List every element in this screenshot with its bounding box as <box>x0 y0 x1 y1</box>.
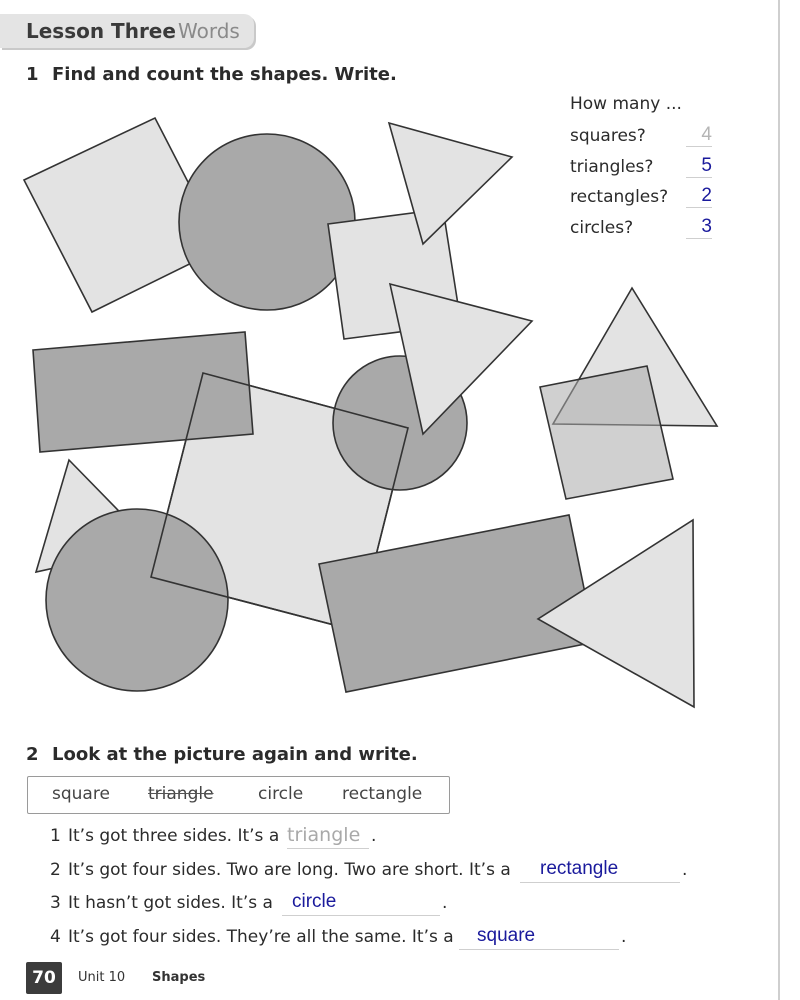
word-bank-circle: circle <box>258 784 304 804</box>
sentence-2 <box>50 860 511 880</box>
count-label-squares: squares? <box>570 126 646 146</box>
sentence-3-text: It hasn’t got sides. It’s a <box>68 893 273 913</box>
count-answer-rectangles[interactable]: 2 <box>686 185 712 208</box>
exercise-1-instruction: Find and count the shapes. Write. <box>52 64 397 85</box>
lesson-title: Lesson Three <box>26 19 176 43</box>
count-label-circles: circles? <box>570 218 634 238</box>
sentence-3 <box>50 893 273 913</box>
sentence-1-answer[interactable]: triangle <box>287 824 369 849</box>
sentence-3-answer[interactable]: circle <box>282 891 440 916</box>
sentence-1-number: 1 <box>50 826 61 846</box>
sentence-3-period: . <box>442 893 448 913</box>
sentence-1-text: It’s got three sides. It’s a <box>68 826 280 846</box>
count-label-triangles: triangles? <box>570 157 654 177</box>
sentence-1-period: . <box>371 826 377 846</box>
exercise-2-instruction: Look at the picture again and write. <box>52 744 418 765</box>
sentence-4 <box>50 927 454 947</box>
footer-unit: Unit 10 <box>78 970 126 985</box>
count-answer-circles[interactable]: 3 <box>686 216 712 239</box>
shape-circle-bottom <box>46 509 228 691</box>
exercise-2-number: 2 <box>26 744 39 765</box>
sentence-2-answer[interactable]: rectangle <box>520 858 680 883</box>
count-label-rectangles: rectangles? <box>570 187 669 207</box>
sentence-4-text: It’s got four sides. They’re all the same. It’s a <box>68 927 454 947</box>
sentence-4-answer[interactable]: square <box>459 925 619 950</box>
exercise-2-title <box>26 744 418 765</box>
sentence-4-period: . <box>621 927 627 947</box>
count-answer-squares[interactable]: 4 <box>686 124 712 147</box>
count-answer-triangles[interactable]: 5 <box>686 155 712 178</box>
page-number: 70 <box>26 962 62 994</box>
sentence-1 <box>50 826 279 846</box>
shape-circle-top <box>179 134 355 310</box>
sentence-2-number: 2 <box>50 860 61 880</box>
lesson-section: Words <box>178 19 240 43</box>
word-bank-square: square <box>52 784 110 804</box>
sentence-4-number: 4 <box>50 927 61 947</box>
word-bank-rectangle: rectangle <box>342 784 423 804</box>
how-many-heading: How many ... <box>570 94 682 114</box>
shape-rectangle-left <box>33 332 253 452</box>
sentence-2-text: It’s got four sides. Two are long. Two are short. It’s a <box>68 860 511 880</box>
sentence-2-period: . <box>682 860 688 880</box>
exercise-1-number: 1 <box>26 64 39 85</box>
sentence-3-number: 3 <box>50 893 61 913</box>
word-bank <box>27 776 450 814</box>
footer-topic: Shapes <box>152 970 206 985</box>
word-bank-triangle: triangle <box>148 784 214 804</box>
